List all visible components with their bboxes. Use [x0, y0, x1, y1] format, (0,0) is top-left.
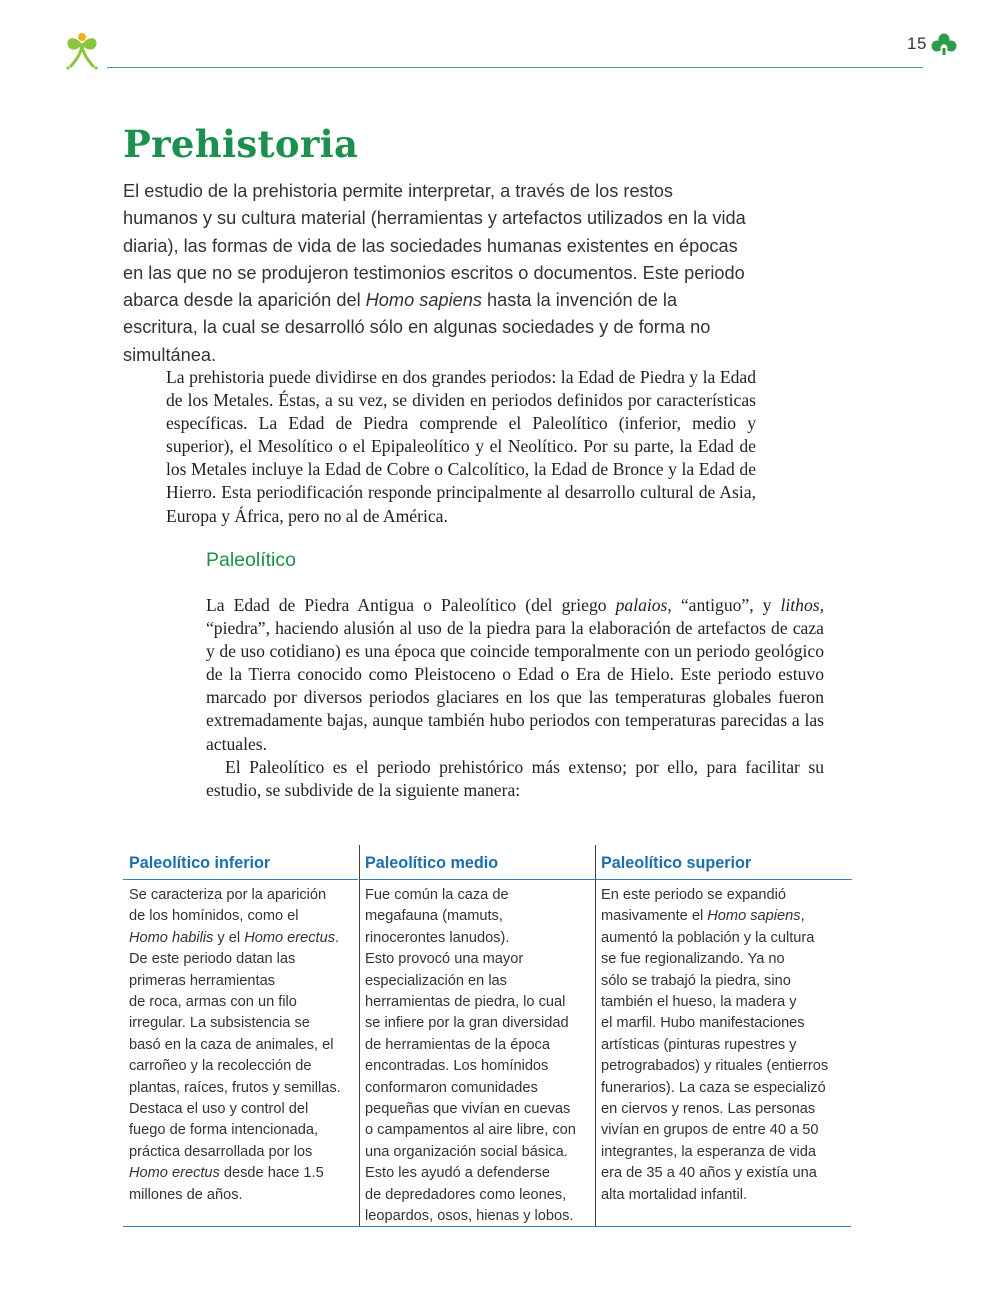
table-cell-line: vivían en grupos de entre 40 a 50	[601, 1122, 819, 1139]
table-cell-line: artísticas (pinturas rupestres y	[601, 1036, 797, 1053]
table-cell-line: el marfil. Hubo manifestaciones	[601, 1015, 805, 1032]
table-cell-line: en ciervos y renos. Las personas	[601, 1101, 816, 1118]
table-cell-line: De este periodo datan las	[129, 951, 296, 968]
table-cell-line: Homo erectus desde hace 1.5	[129, 1165, 324, 1182]
table-header: Paleolítico inferior	[123, 845, 358, 880]
table-cell-line: leopardos, osos, hienas y lobos.	[365, 1208, 574, 1225]
subdivision-paragraph: El Paleolítico es el periodo prehistórico más extenso; por ello, para facilitar su estudio, se subdivide de la siguiente manera:	[206, 757, 824, 801]
paleolithic-table	[123, 845, 851, 1227]
table-cell-line: Fue común la caza de	[365, 887, 509, 903]
table-cell-line: millones de años.	[129, 1186, 243, 1203]
table-cell-line: megafauna (mamuts,	[365, 908, 503, 925]
prehistory-periods-paragraph: La prehistoria puede dividirse en dos grandes periodos: la Edad de Piedra y la Edad de los Metales. Éstas, a su vez, se dividen en periodos definidos por características específicas. La Edad de Piedra comprende el Paleolítico (inferior, medio y superior), el Mesolítico o el Epipaleolítico y el Neolítico. Por su parte, la Edad de los Metales incluye la Edad de Cobre o Calcolítico, la Edad de Bronce y la Edad de Hierro. Esta periodificación responde principalmente al desarrollo cultural de Asia, Europa y África, pero no al de América.	[166, 367, 756, 526]
table-cell-line: Esto les ayudó a defenderse	[365, 1165, 550, 1182]
table-cell-line: basó en la caza de animales, el	[129, 1036, 334, 1053]
table-cell-line: de depredadores como leones,	[365, 1186, 567, 1203]
table-column-medio	[359, 845, 595, 1227]
table-cell-line: pequeñas que vivían en cuevas	[365, 1101, 571, 1118]
table-cell-line: masivamente el Homo sapiens,	[601, 908, 805, 925]
section-heading-paleolitico: Paleolítico	[206, 549, 296, 571]
table-column-superior	[595, 845, 852, 1227]
table-cell-line: primeras herramientas	[129, 972, 275, 989]
table-cell-line: alta mortalidad infantil.	[601, 1186, 748, 1203]
table-cell-line: una organización social básica.	[365, 1143, 568, 1160]
table-cell-line: petrograbados) y rituales (entierros	[601, 1058, 829, 1075]
header-rule	[107, 67, 923, 68]
paleolithic-paragraph: La Edad de Piedra Antigua o Paleolítico (del griego palaios, “antiguo”, y lithos, “piedra”, haciendo alusión al uso de la piedra para la elaboración de artefactos de caza y de uso cotidiano) es una época que coincide temporalmente con un periodo geológico de la Tierra conocido como Pleistoceno o Edad o Era de Hielo. Este periodo estuvo marcado por diversos periodos glaciares en los que las temperaturas globales fueron extremadamente bajas, aunque también hubo periodos con temperaturas parecidas a las actuales.	[206, 595, 824, 754]
table-cell-line: Se caracteriza por la aparición	[129, 887, 327, 903]
table-cell-line: de herramientas de la época	[365, 1036, 550, 1053]
table-cell-line: de roca, armas con un filo	[129, 994, 297, 1011]
table-cell-line: irregular. La subsistencia se	[129, 1015, 310, 1032]
table-cell-line: carroñeo y la recolección de	[129, 1058, 312, 1075]
table-cell-line: práctica desarrollada por los	[129, 1143, 313, 1160]
clover-logo-icon	[930, 32, 958, 56]
table-cell	[123, 880, 358, 1206]
table-cell-line: era de 35 a 40 años y existía una	[601, 1165, 817, 1182]
table-cell-line: aumentó la población y la cultura	[601, 929, 815, 946]
table-header: Paleolítico superior	[596, 845, 852, 880]
table-cell-line: también el hueso, la madera y	[601, 994, 797, 1011]
table-cell-line: Destaca el uso y control del	[129, 1101, 309, 1118]
table-cell-line: Homo habilis y el Homo erectus.	[129, 929, 340, 946]
table-cell-line: o campamentos al aire libre, con	[365, 1122, 576, 1139]
table-cell-line: Esto provocó una mayor	[365, 951, 524, 968]
table-header: Paleolítico medio	[360, 845, 595, 880]
table-cell-line: herramientas de piedra, lo cual	[365, 994, 566, 1011]
table-bottom-rule	[123, 1226, 851, 1227]
table-cell-line: funerarios). La caza se especializó	[601, 1079, 826, 1096]
table-cell	[360, 880, 595, 1228]
page-number: 15	[907, 34, 927, 53]
table-cell-line: En este periodo se expandió	[601, 887, 786, 903]
table-cell-line: conformaron comunidades	[365, 1079, 538, 1096]
table-cell-line: se infiere por la gran diversidad	[365, 1015, 569, 1032]
sep-flower-logo-icon	[62, 30, 102, 72]
table-cell-line: especialización en las	[365, 972, 507, 989]
table-cell-line: integrantes, la esperanza de vida	[601, 1143, 816, 1160]
table-cell-line: plantas, raíces, frutos y semillas.	[129, 1079, 341, 1096]
intro-paragraph: El estudio de la prehistoria permite interpretar, a través de los restos humanos y su cultura material (herramientas y artefactos utilizados en la vida diaria), las formas de vida de las sociedades humanas existentes en épocas en las que no se produjeron testimonios escritos o documentos. Este periodo abarca desde la aparición del Homo sapiens hasta la invención de la escritura, la cual se desarrolló sólo en algunas sociedades y de forma no simultánea.	[123, 181, 746, 365]
table-cell	[596, 880, 852, 1206]
table-cell-line: encontradas. Los homínidos	[365, 1058, 549, 1075]
table-cell-line: de los homínidos, como el	[129, 908, 299, 925]
table-cell-line: sólo se trabajó la piedra, sino	[601, 972, 791, 989]
table-column-inferior	[123, 845, 358, 1227]
table-cell-line: rinocerontes lanudos).	[365, 929, 510, 946]
table-cell-line: fuego de forma intencionada,	[129, 1122, 319, 1139]
page-title: Prehistoria	[123, 122, 359, 166]
table-cell-line: se fue regionalizando. Ya no	[601, 951, 785, 968]
